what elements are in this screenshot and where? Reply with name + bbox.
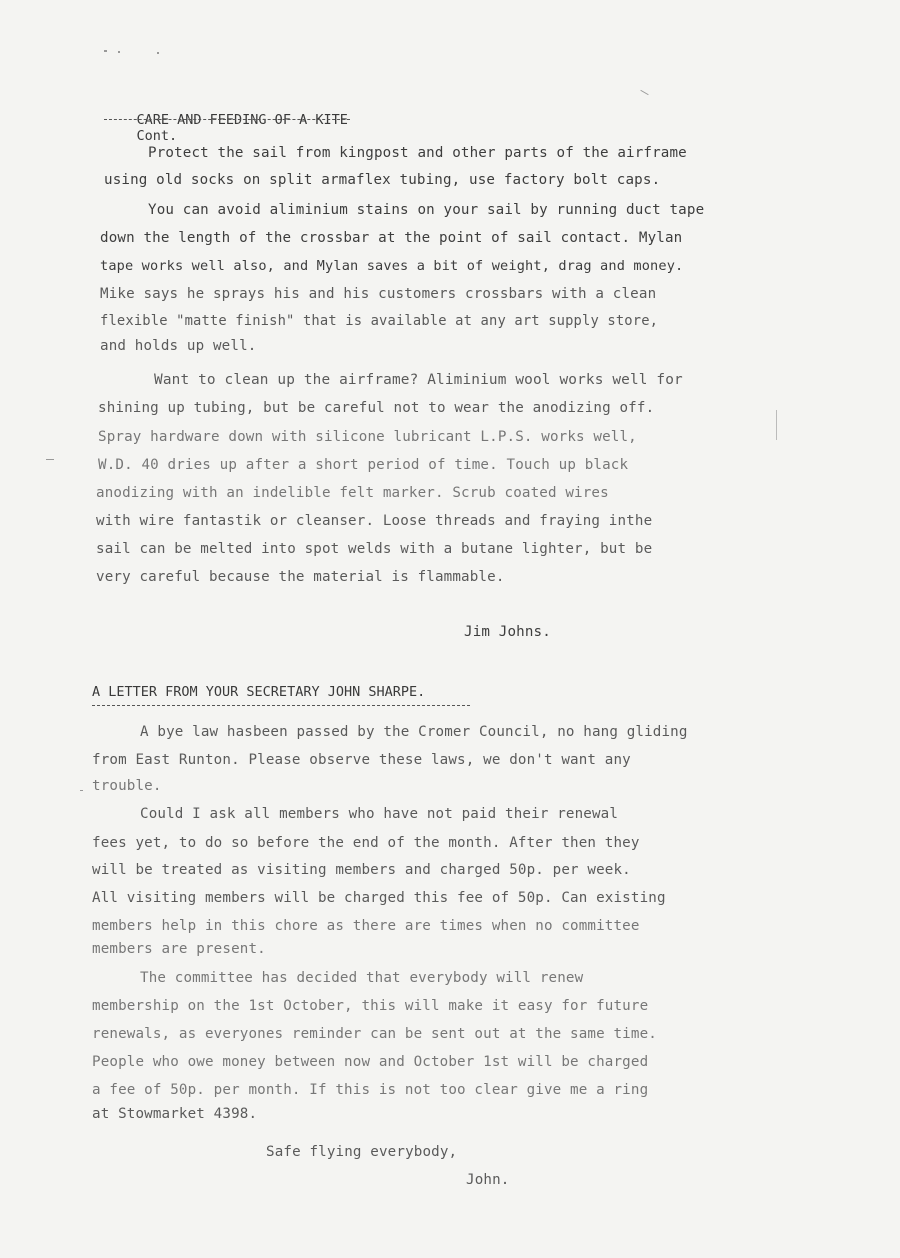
- body-line: very careful because the material is flammable.: [96, 569, 505, 585]
- section2-title: A LETTER FROM YOUR SECRETARY JOHN SHARPE.: [92, 684, 426, 700]
- body-line: Protect the sail from kingpost and other parts of the airframe: [148, 145, 687, 161]
- body-line: Spray hardware down with silicone lubricant L.P.S. works well,: [98, 429, 637, 445]
- section2-title-underline: [92, 705, 470, 706]
- body-line: and holds up well.: [100, 338, 257, 354]
- body-line: members are present.: [92, 941, 266, 957]
- section1-title-underline: [104, 119, 350, 120]
- stray-mark: [640, 90, 648, 95]
- section1-title-suffix: Cont.: [136, 128, 178, 144]
- body-line: tape works well also, and Mylan saves a bit of weight, drag and money.: [100, 258, 684, 274]
- body-line: anodizing with an indelible felt marker. Scrub coated wires: [96, 485, 609, 501]
- body-line: trouble.: [92, 778, 162, 794]
- section1-title-text: CARE AND FEEDING OF A KITE: [136, 112, 348, 128]
- stray-mark: [46, 459, 54, 460]
- body-line: from East Runton. Please observe these laws, we don't want any: [92, 752, 631, 768]
- body-line: A bye law hasbeen passed by the Cromer Council, no hang gliding: [140, 724, 688, 740]
- stray-mark: [104, 50, 107, 52]
- body-line: down the length of the crossbar at the point of sail contact. Mylan: [100, 230, 683, 246]
- body-line: People who owe money between now and October 1st will be charged: [92, 1054, 649, 1070]
- body-line: Could I ask all members who have not paid their renewal: [140, 806, 619, 822]
- body-line: renewals, as everyones reminder can be sent out at the same time.: [92, 1026, 657, 1042]
- section2-closing: Safe flying everybody,: [266, 1144, 458, 1160]
- body-line: W.D. 40 dries up after a short period of time. Touch up black: [98, 457, 629, 473]
- body-line: Want to clean up the airframe? Aliminium wool works well for: [154, 372, 683, 388]
- body-line: The committee has decided that everybody will renew: [140, 970, 584, 986]
- section2-signature: John.: [466, 1172, 510, 1188]
- body-line: at Stowmarket 4398.: [92, 1106, 258, 1122]
- body-line: with wire fantastik or cleanser. Loose threads and fraying inthe: [96, 513, 653, 529]
- body-line: fees yet, to do so before the end of the month. After then they: [92, 835, 640, 851]
- body-line: You can avoid aliminium stains on your sail by running duct tape: [148, 202, 705, 218]
- body-line: flexible "matte finish" that is available at any art supply store,: [100, 313, 659, 329]
- stray-mark: [80, 790, 83, 791]
- section1-signature: Jim Johns.: [464, 624, 551, 640]
- stray-mark: [776, 410, 777, 440]
- stray-mark: [157, 52, 159, 54]
- body-line: Mike says he sprays his and his customers crossbars with a clean: [100, 286, 657, 302]
- body-line: sail can be melted into spot welds with a butane lighter, but be: [96, 541, 653, 557]
- body-line: will be treated as visiting members and charged 50p. per week.: [92, 862, 631, 878]
- body-line: membership on the 1st October, this will make it easy for future: [92, 998, 649, 1014]
- body-line: a fee of 50p. per month. If this is not too clear give me a ring: [92, 1082, 649, 1098]
- body-line: shining up tubing, but be careful not to wear the anodizing off.: [98, 400, 655, 416]
- body-line: All visiting members will be charged this fee of 50p. Can existing: [92, 890, 666, 906]
- body-line: members help in this chore as there are times when no committee: [92, 918, 640, 934]
- stray-mark: [118, 51, 120, 53]
- body-line: using old socks on split armaflex tubing, use factory bolt caps.: [104, 172, 661, 188]
